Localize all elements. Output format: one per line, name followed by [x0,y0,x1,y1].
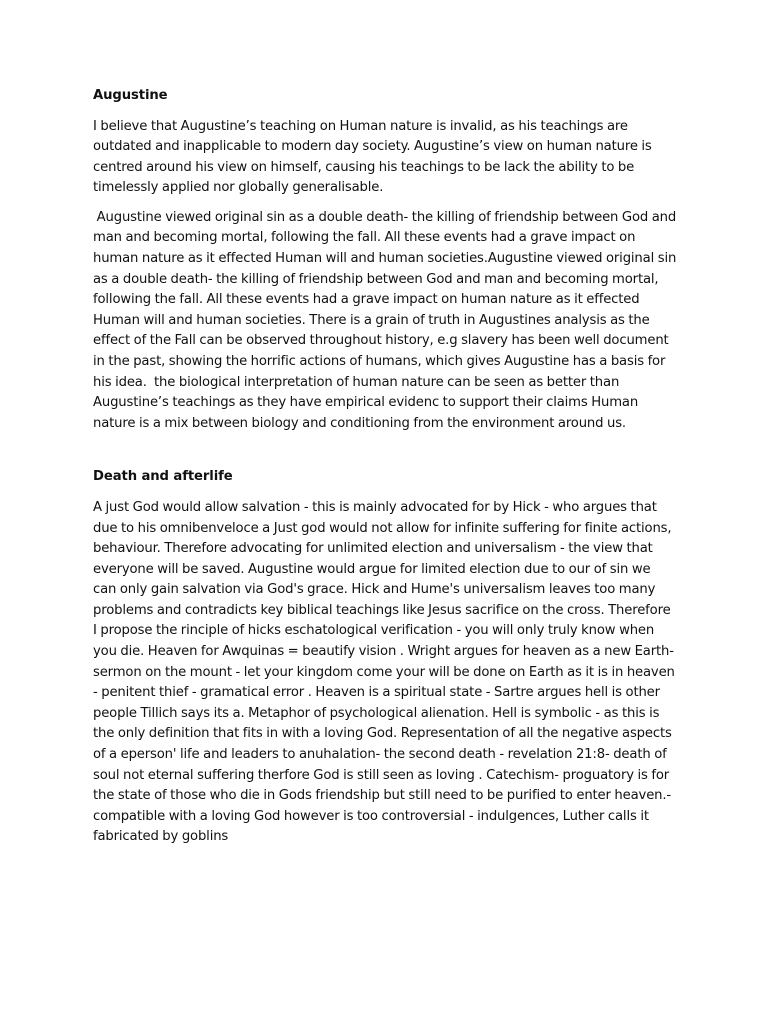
paragraph-death-and-afterlife: A just God would allow salvation - this is mainly advocated for by Hick - who argues that due to his omnibenveloce a Just god would not allow for infinite suffering for finite actions, behaviour. Therefore advocating for unlimited election and universalism - the view that everyone will be saved. Augustine would argue for limited election due to our of sin we can only gain salvation via God's grace. Hick and Hume's universalism leaves too many problems and contradicts key biblical teachings like Jesus sacrifice on the cross. Therefore I propose the rinciple of hicks eschatological verification - you will only truly know when you die. Heaven for Awquinas = beautify vision . Wright argues for heaven as a new Earth- sermon on the mount - let your kingdom come your will be done on Earth as it is in heaven - penitent thief - gramatical error . Heaven is a spiritual state - Sartre argues hell is other people Tillich says its a. Metaphor of psychological alienation. Hell is symbolic - as this is the only definition that fits in with a loving God. Representation of all the negative aspects of a eperson' life and leaders to anuhalation- the second death - revelation 21:8- death of soul not eternal suffering therfore God is still seen as loving . Catechism- proguatory is for the state of those who die in Gods friendship but still need to be purified to enter heaven.- compatible with a loving God however is too controversial - indulgences, Luther calls it fabricated by goblins [93,499,675,845]
document-page [93,86,680,848]
paragraph-augustine-original-sin: Augustine viewed original sin as a double death- the killing of friendship between God and man and becoming mortal, following the fall. All these events had a grave impact on human nature as it effected Human will and human societies.Augustine viewed original sin as a double death- the killing of friendship between God and man and becoming mortal, following the fall. All these events had a grave impact on human nature as it effected Human will and human societies. There is a grain of truth in Augustines analysis as the effect of the Fall can be observed throughout history, e.g slavery has been well document in the past, showing the horrific actions of humans, which gives Augustine has a basis for his idea. the biological interpretation of human nature can be seen as better than Augustine’s teachings as they have empirical evidenc to support their claims Human nature is a mix between biology and conditioning from the environment around us. [93,209,680,431]
paragraph-augustine-intro: I believe that Augustine’s teaching on Human nature is invalid, as his teachings are outdated and inapplicable to modern day society. Augustine’s view on human nature is centred around his view on himself, causing his teachings to be lack the ability to be timelessly applied nor globally generalisable. [93,118,652,196]
section-death-and-afterlife [93,467,677,848]
section-augustine [93,86,680,434]
section-heading-death-and-afterlife: Death and afterlife [93,469,233,485]
section-heading-augustine: Augustine [93,88,168,103]
